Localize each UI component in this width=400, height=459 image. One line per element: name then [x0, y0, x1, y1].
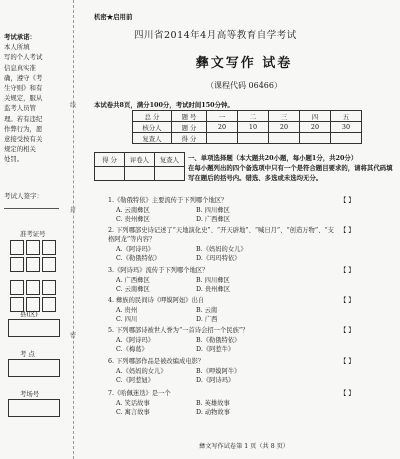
score-entry-cell[interactable]	[269, 133, 300, 144]
table-cell: 核分人	[133, 122, 172, 133]
region-label: 县(区)	[20, 310, 38, 318]
score-entry-cell[interactable]	[207, 133, 238, 144]
answer-bracket[interactable]: 【 】	[340, 267, 355, 274]
pledge-line: 写的个人考试	[4, 53, 43, 62]
option: D. 贵州彝区	[196, 286, 231, 293]
option: A.《妈妈的女儿》	[116, 368, 167, 375]
admission-number-boxes[interactable]	[10, 240, 56, 272]
option: D. 动物故事	[196, 409, 231, 416]
answer-bracket[interactable]: 【 】	[340, 390, 355, 397]
option: C. 四川	[116, 316, 138, 323]
table-cell: 评卷人	[125, 153, 155, 167]
spine-mark-seal: 封	[70, 207, 77, 214]
table-cell: 复查人	[133, 133, 172, 144]
option: D. 广西	[196, 316, 218, 323]
pledge-line: 监考人员管	[4, 104, 36, 113]
table-cell: 五	[331, 111, 362, 122]
table-cell: 得 分	[172, 133, 207, 144]
table-row	[133, 122, 362, 133]
table-cell: 题 号	[172, 111, 207, 122]
answer-bracket[interactable]: 【 】	[340, 197, 355, 204]
page-footer: 彝文写作试卷第 1 页（共 8 页）	[199, 443, 289, 450]
table-cell: 20	[300, 122, 331, 133]
option: B. 四川彝区	[196, 207, 230, 214]
table-cell: 二	[238, 111, 269, 122]
table-row	[95, 167, 185, 181]
signature-label: 考试人签字：	[4, 192, 43, 200]
admission-number-label: 准考证号	[20, 230, 46, 238]
pledge-line: 确，遵守《考	[4, 73, 43, 82]
exam-paper	[94, 0, 394, 459]
table-cell: 10	[238, 122, 269, 133]
score-entry-cell[interactable]	[95, 167, 125, 181]
option: A. 广西彝区	[116, 277, 150, 284]
grader-table	[94, 152, 185, 181]
option: B. 云南	[196, 307, 218, 314]
table-cell: 30	[331, 122, 362, 133]
table-cell: 得 分	[95, 153, 125, 167]
option: B.《勒俄特依》	[196, 337, 241, 344]
option: A.《阿诗玛》	[116, 337, 155, 344]
answer-bracket[interactable]: 【 】	[340, 327, 355, 334]
question-text: 5. 下列哪部诗被世人誉为“一首诗会招一个民族”？	[108, 327, 249, 334]
pledge-line: 生守则》和有	[4, 84, 43, 93]
option: D.《玛玛特依》	[196, 255, 241, 262]
option: C.《梅葛》	[116, 346, 148, 353]
option: B.《呷嫫阿牛》	[196, 368, 241, 375]
option: A. 笑话故事	[116, 400, 150, 407]
pledge-line: 作弊行为，愿	[4, 124, 43, 133]
spine-mark-line: 线	[70, 102, 77, 109]
option: B. 英雄故事	[196, 400, 230, 407]
score-entry-cell[interactable]	[125, 167, 155, 181]
table-cell: 20	[269, 122, 300, 133]
question-text: 4. 彝族的民间诗《呷嫫阿妞》出自	[108, 297, 205, 304]
candidate-pledge	[4, 32, 64, 165]
admission-number-boxes-2[interactable]	[10, 280, 56, 312]
candidate-sidebar	[0, 0, 66, 459]
paper-info: 本试卷共8页，满分100分，考试时间150分钟。	[94, 101, 234, 109]
option: C. 寓言故事	[116, 409, 150, 416]
score-entry-cell[interactable]	[300, 133, 331, 144]
score-entry-cell[interactable]	[331, 133, 362, 144]
confidential-mark: 机密★启用前	[94, 13, 133, 21]
option: C. 云南彝区	[116, 286, 150, 293]
option: B. 四川彝区	[196, 277, 230, 284]
pledge-line: 意接受按有关	[4, 135, 43, 144]
table-row	[133, 111, 362, 122]
exam-site-field[interactable]	[8, 359, 60, 377]
table-cell: 四	[300, 111, 331, 122]
table-row	[95, 153, 185, 167]
table-cell: 总 分	[133, 111, 172, 122]
signature-line[interactable]	[4, 208, 59, 209]
pledge-title: 考试承诺：	[4, 33, 36, 41]
option: C.《阿惹妞》	[116, 377, 155, 384]
option: A. 云南彝区	[116, 207, 150, 214]
question-text: 1.《勒俄特依》主要流传于下列哪个地区？	[108, 197, 228, 204]
option: D. 广西彝区	[196, 216, 231, 223]
question-text: 6. 下列哪部作品是被改编成电影？	[108, 358, 205, 365]
spine-mark-secret: 密	[70, 332, 77, 339]
table-cell: 三	[269, 111, 300, 122]
score-entry-cell[interactable]	[155, 167, 185, 181]
question-text: 2. 下列哪部史诗记述了“天地演化史”、“开天辟地”、“喊日月”、“创造万物”、“支格阿龙”等内容？	[108, 227, 334, 243]
pledge-line: 信息真实准	[4, 63, 36, 72]
pledge-line: 本人所填	[4, 43, 30, 52]
table-row	[133, 133, 362, 144]
answer-bracket[interactable]: 【 】	[340, 358, 355, 365]
answer-bracket[interactable]: 【 】	[340, 297, 355, 304]
option: D.《阿诗玛》	[196, 377, 235, 384]
option: A.《阿诗玛》	[116, 246, 155, 253]
pledge-line: 理。若有违纪	[4, 114, 43, 123]
option: C. 贵州彝区	[116, 216, 150, 223]
binding-line	[73, 0, 74, 459]
option: C.《勒俄特依》	[116, 255, 161, 262]
subject-title: 彝文写作 试卷	[195, 56, 293, 71]
score-table	[132, 110, 362, 144]
section-heading	[188, 153, 393, 183]
table-cell: 题 分	[172, 122, 207, 133]
pledge-line: 规定的相关	[4, 145, 36, 154]
section-title: 一、单项选择题（本大题共20小题，每小题1分，共20分）	[188, 154, 358, 162]
exam-title: 四川省2014年4月高等教育自学考试	[134, 30, 297, 41]
table-cell: 复查人	[155, 153, 185, 167]
table-cell: 一	[207, 111, 238, 122]
pledge-line: 处罚。	[4, 155, 24, 164]
course-code: （课程代码 06466）	[206, 81, 282, 90]
option: D.《阿惹牛》	[196, 346, 235, 353]
section-instruction: 在每小题列出的四个备选项中只有一个是符合题目要求的，请将其代码填写在题后的括号内。错选、多选或未选均无分。	[188, 164, 393, 182]
answer-bracket[interactable]: 【 】	[340, 227, 355, 234]
exam-site-label: 考 点	[20, 350, 35, 358]
option: A. 贵州	[116, 307, 138, 314]
room-label: 考场号	[20, 390, 40, 398]
score-entry-cell[interactable]	[238, 133, 269, 144]
region-field[interactable]	[8, 319, 60, 337]
table-cell: 20	[207, 122, 238, 133]
room-field[interactable]	[8, 399, 60, 417]
pledge-line: 关规定，服从	[4, 94, 43, 103]
question-text: 7.《哈佩迷迭》是一个	[108, 390, 171, 397]
option: B.《妈妈的女儿》	[196, 246, 247, 253]
question-text: 3.《阿诗玛》流传于下列哪个地区？	[108, 267, 209, 274]
